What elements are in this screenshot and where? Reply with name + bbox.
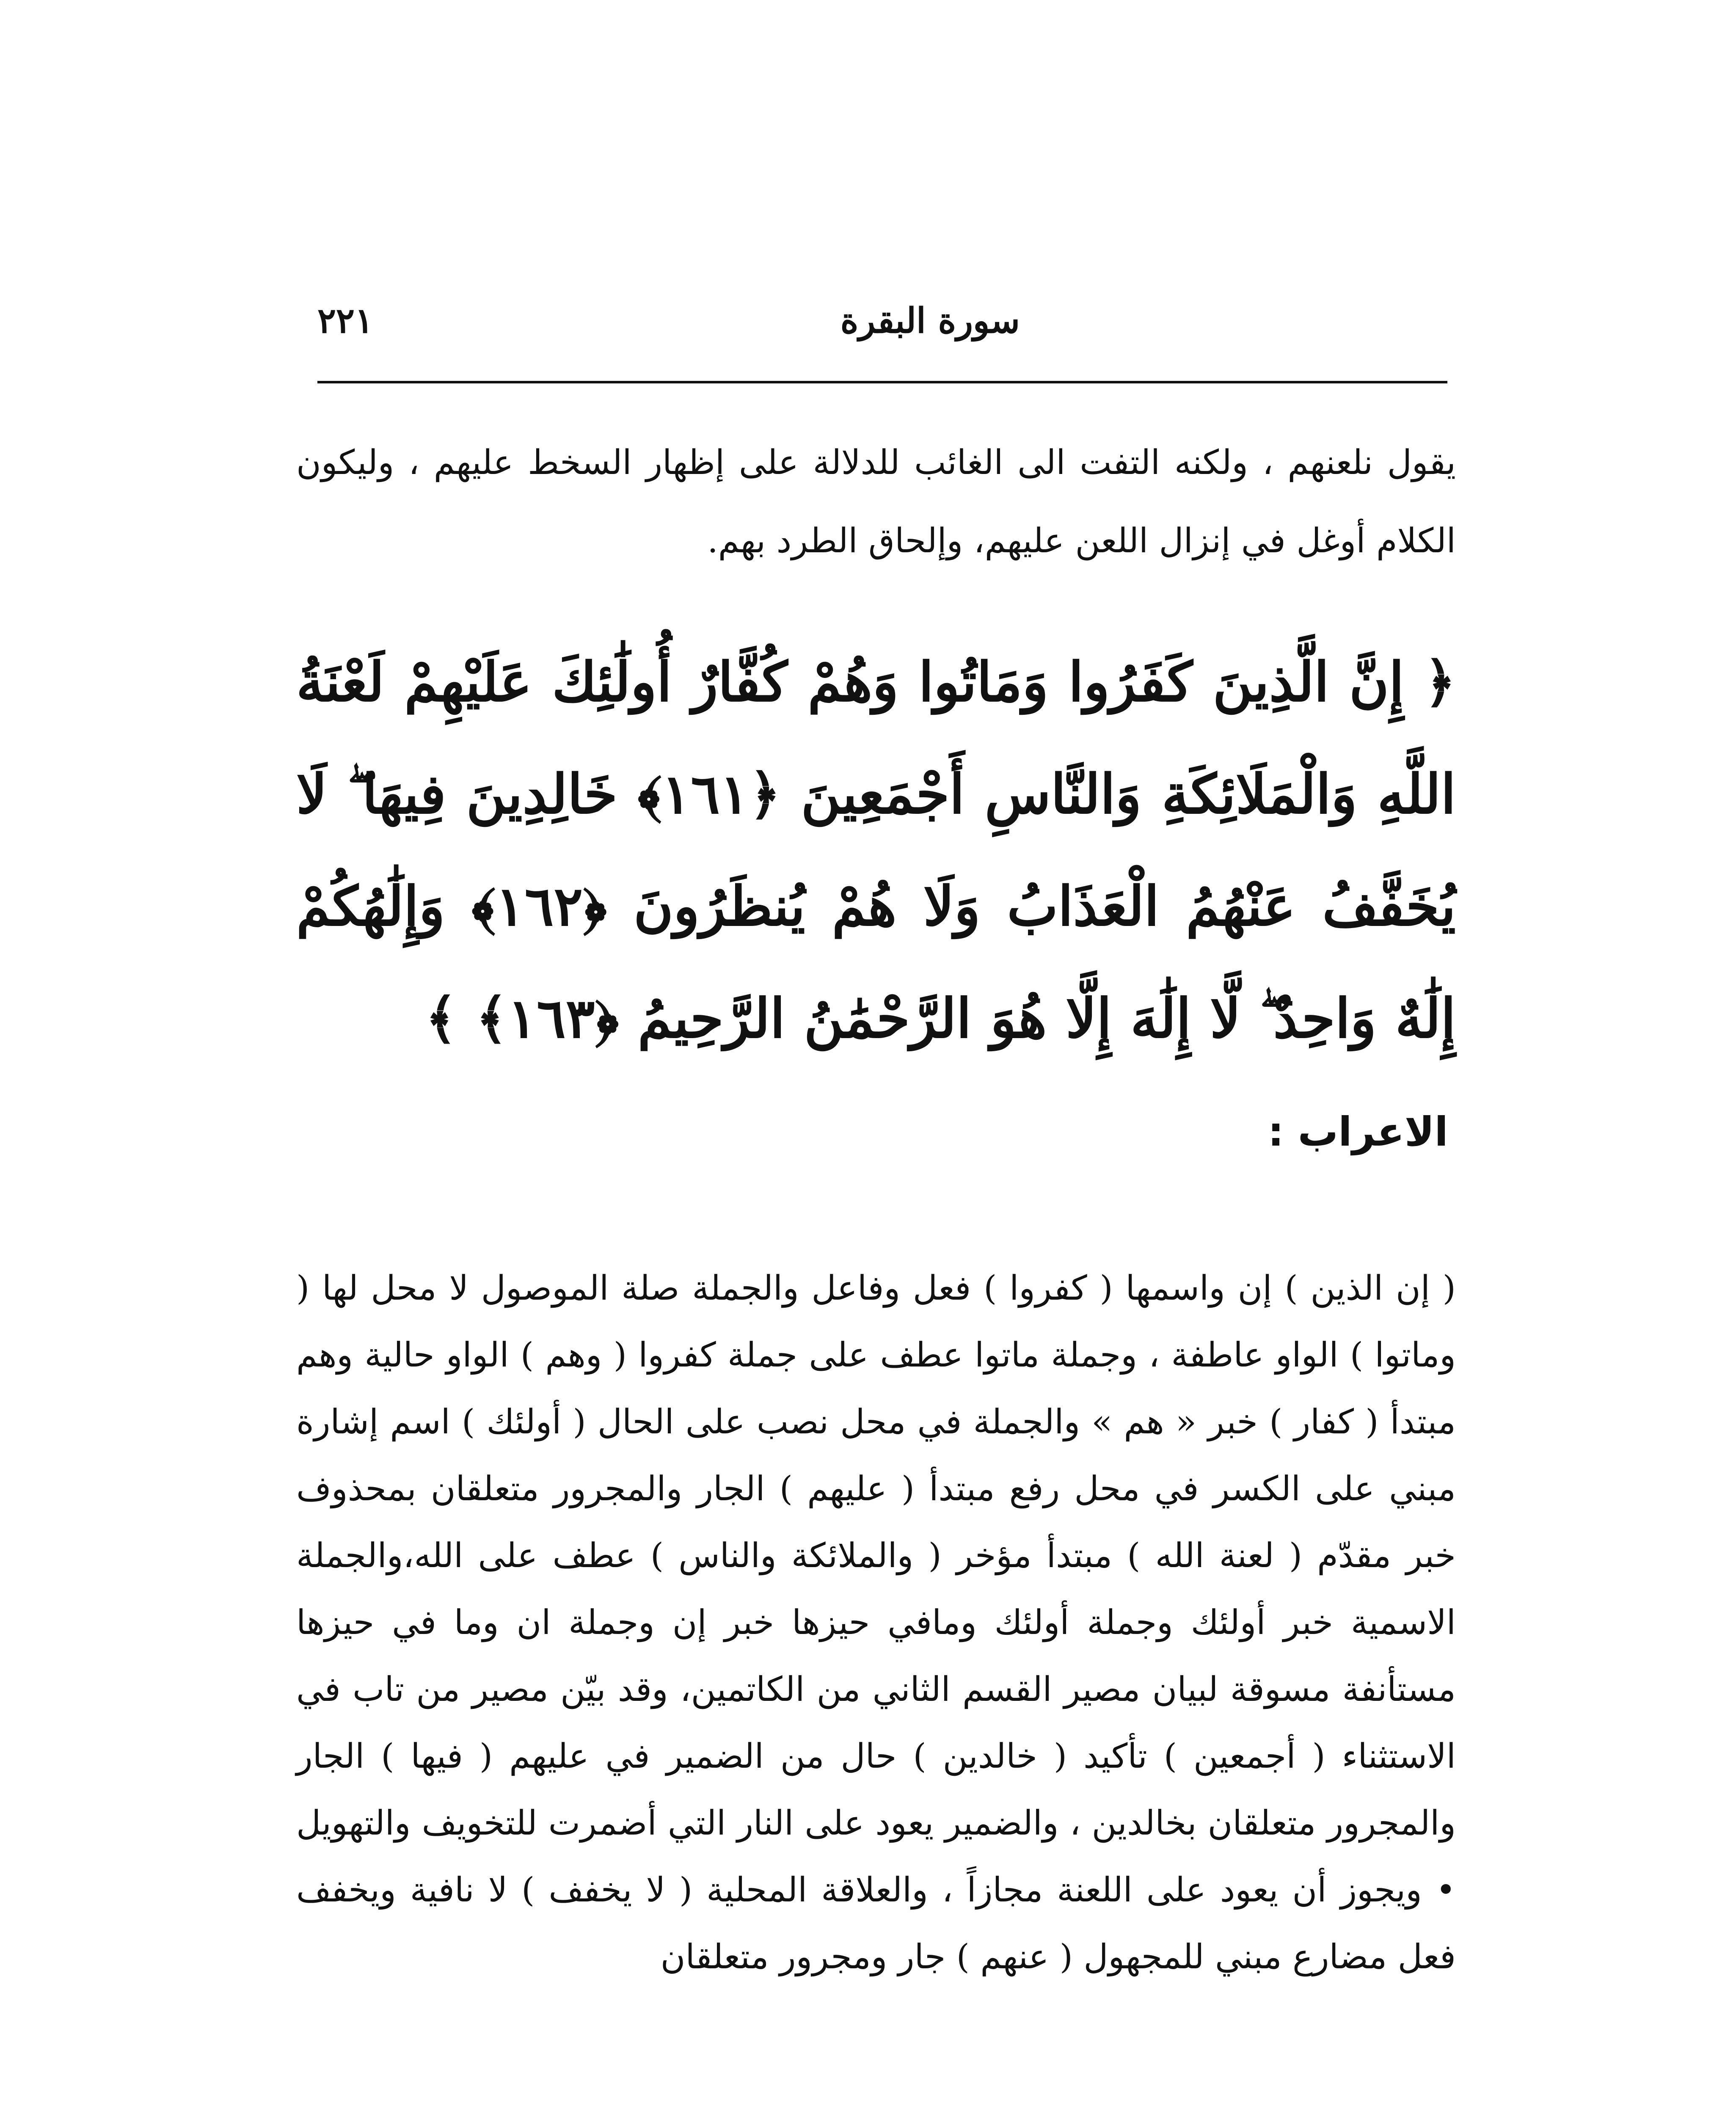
quran-verses-block <box>296 626 1456 1075</box>
section-heading-iraab: الاعراب : <box>1268 1109 1448 1155</box>
grammatical-analysis <box>296 1255 1456 1990</box>
intro-paragraph <box>296 423 1456 580</box>
running-title: سورة البقرة <box>840 300 1020 341</box>
page-number: ٢٢١ <box>317 300 374 341</box>
header-divider <box>317 381 1447 383</box>
intro-text: يقول نلعنهم ، ولكنه التفت الى الغائب للدلالة على إظهار السخط عليهم ، وليكون الكلام أوغل في إنزال اللعن عليهم، وإلحاق الطرد بهم. <box>296 443 1456 560</box>
page-header <box>317 292 1447 355</box>
quran-verses-text: ﴿ إِنَّ الَّذِينَ كَفَرُوا وَمَاتُوا وَهُمْ كُفَّارٌ أُولَٰئِكَ عَلَيْهِمْ لَعْنَةُ اللَّهِ وَالْمَلَائِكَةِ وَالنَّاسِ أَجْمَعِينَ ﴿١٦١﴾ خَالِدِينَ فِيهَا ۖ لَا يُخَفَّفُ عَنْهُمُ الْعَذَابُ وَلَا هُمْ يُنظَرُونَ ﴿١٦٢﴾ وَإِلَٰهُكُمْ إِلَٰهٌ وَاحِدٌ ۖ لَّا إِلَٰهَ إِلَّا هُوَ الرَّحْمَٰنُ الرَّحِيمُ ﴿١٦٣﴾ ﴾ <box>296 650 1456 1050</box>
analysis-text: ( إن الذين ) إن واسمها ( كفروا ) فعل وفاعل والجملة صلة الموصول لا محل لها ( وماتوا ) الواو عاطفة ، وجملة ماتوا عطف على جملة كفروا ( وهم ) الواو حالية وهم مبتدأ ( كفار ) خبر « هم » والجملة في محل نصب على الحال ( أولئك ) اسم إشارة مبني على الكسر في محل رفع مبتدأ ( عليهم ) الجار والمجرور متعلقان بمحذوف خبر مقدّم ( لعنة الله ) مبتدأ مؤخر ( والملائكة والناس ) عطف على الله،والجملة الاسمية خبر أولئك وجملة أولئك ومافي حيزها خبر إن وجملة ان وما في حيزها مستأنفة مسوقة لبيان مصير القسم الثاني من الكاتمين، وقد بيّن مصير من تاب في الاستثناء ( أجمعين ) تأكيد ( خالدين ) حال من الضمير في عليهم ( فيها ) الجار والمجرور متعلقان بخالدين ، والضمير يعود على النار التي أضمرت للتخويف والتهويل • ويجوز أن يعود على اللعنة مجازاً ، والعلاقة المحلية ( لا يخفف ) لا نافية ويخفف فعل مضارع مبني للمجهول ( عنهم ) جار ومجرور متعلقان <box>296 1268 1456 1976</box>
